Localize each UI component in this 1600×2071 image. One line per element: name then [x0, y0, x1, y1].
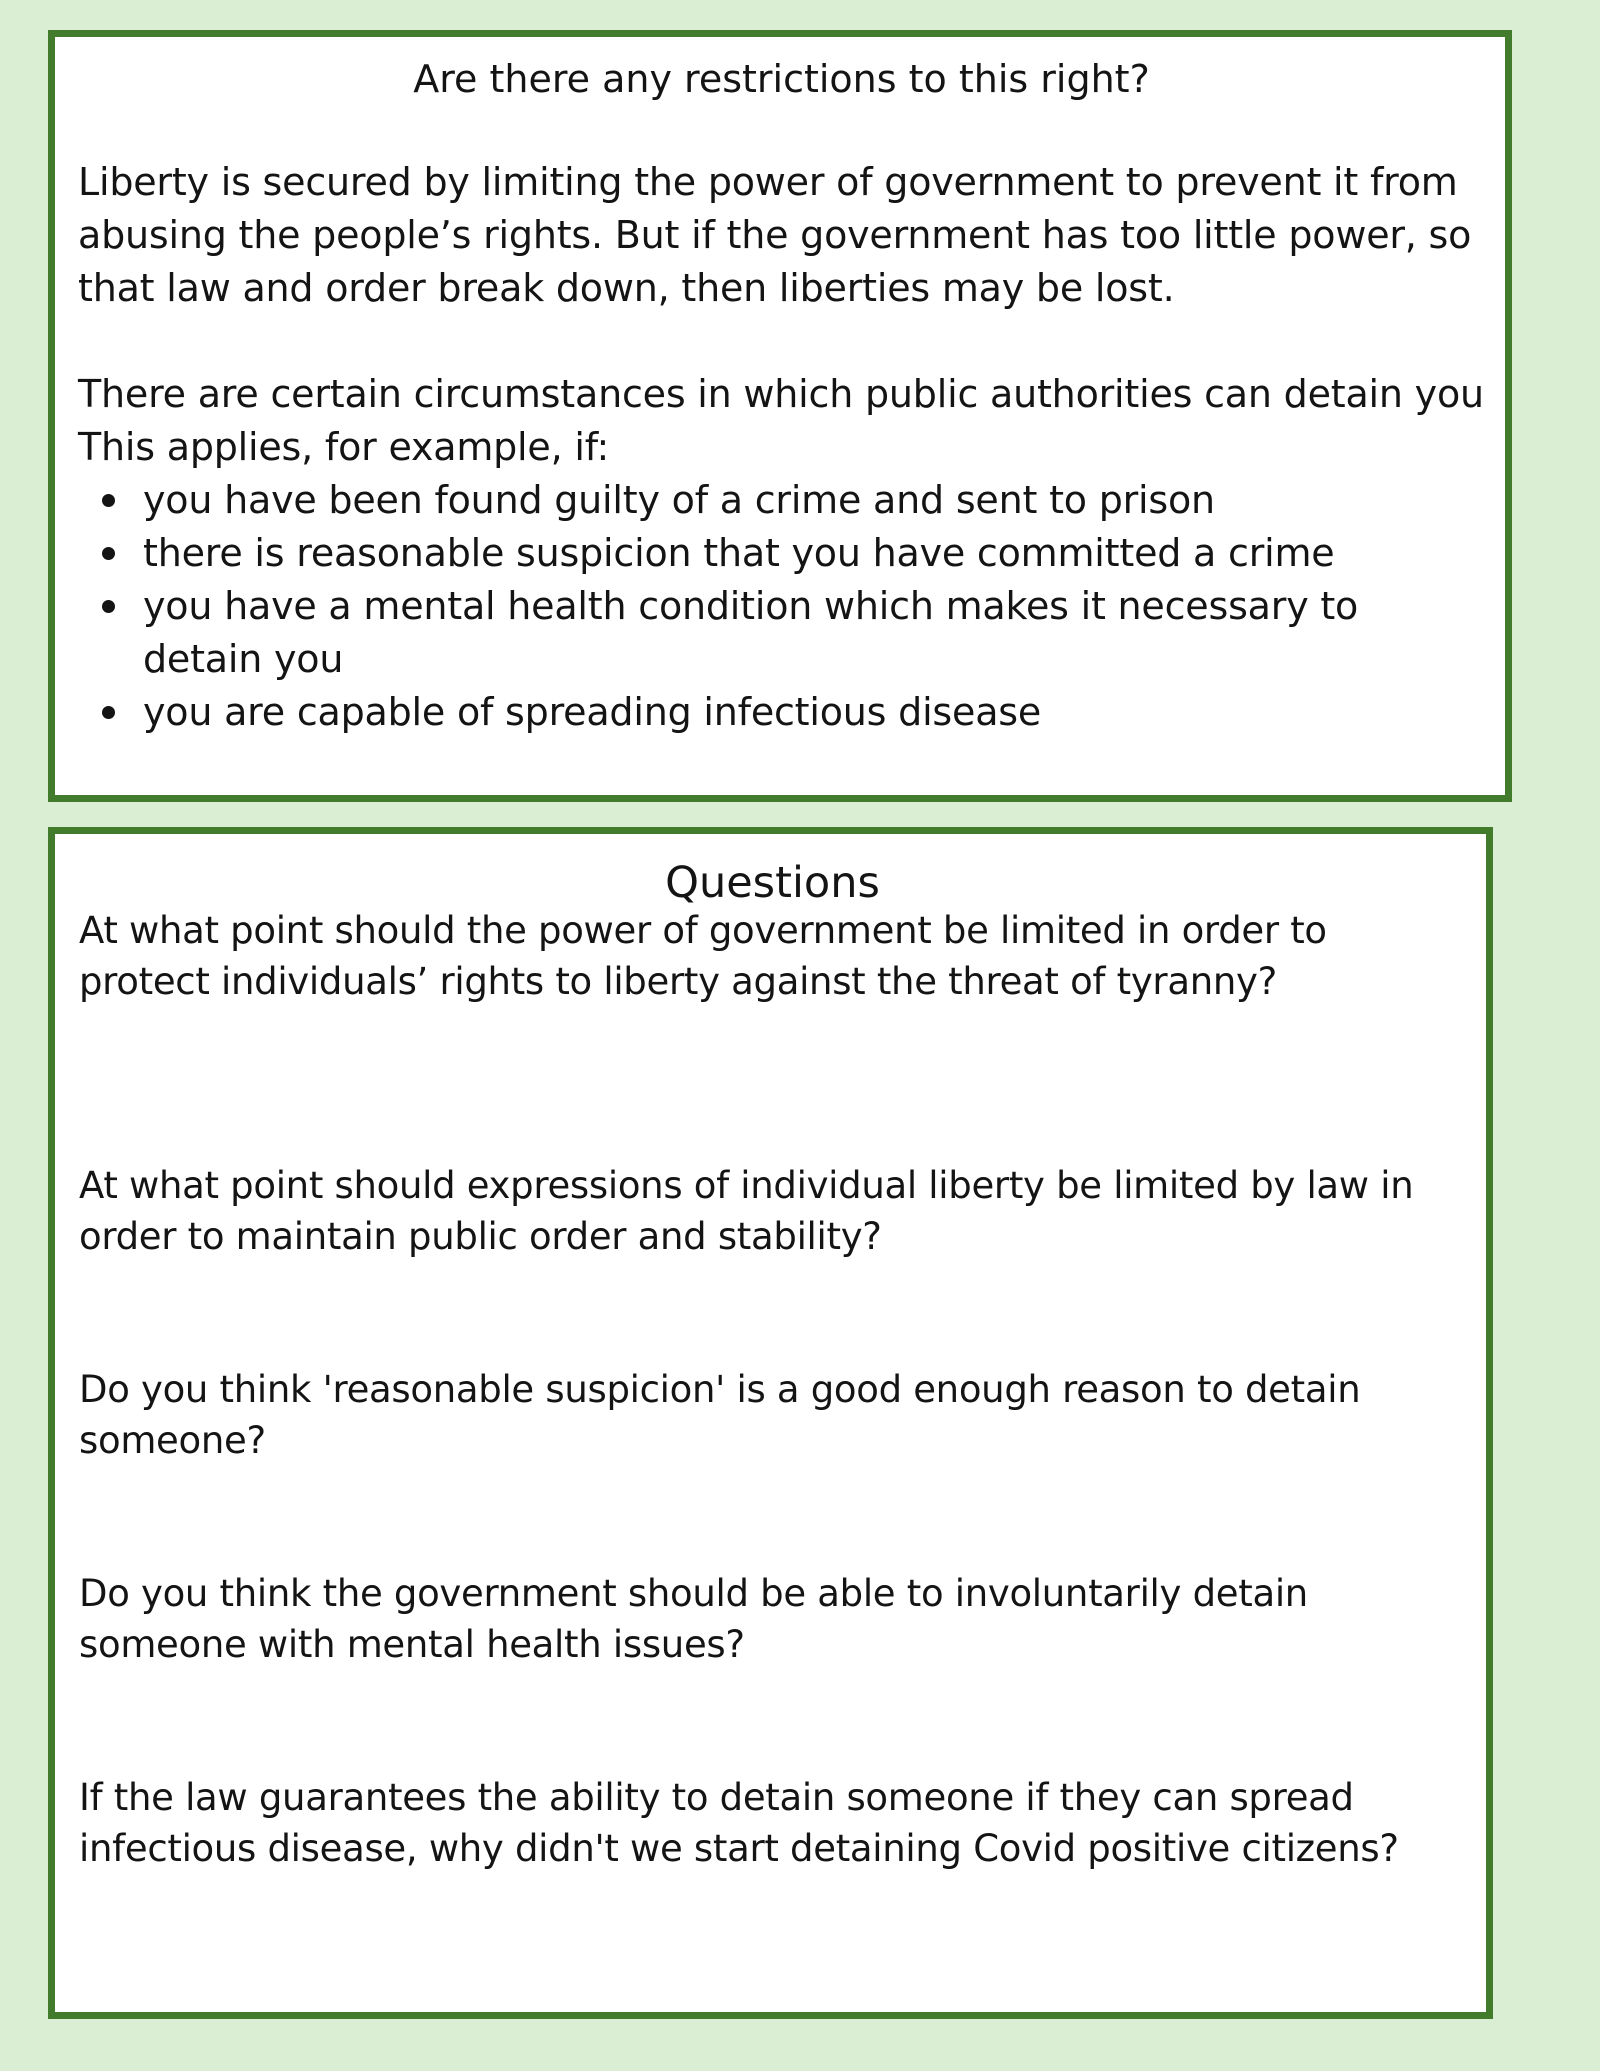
circumstances-line-2: This applies, for example, if: — [78, 424, 610, 469]
restrictions-title: Are there any restrictions to this right? — [413, 57, 1150, 101]
list-item-text: you have a mental health condition which makes it necessary to detain you — [143, 583, 1359, 681]
circumstances-line-1: There are certain circumstances in which public authorities can detain you — [78, 371, 1484, 416]
list-item — [78, 474, 1485, 527]
question-3: Do you think 'reasonable suspicion' is a good enough reason to detain someone? — [79, 1368, 1361, 1462]
list-item-text: you have been found guilty of a crime and sent to prison — [143, 477, 1215, 522]
questions-card — [48, 827, 1493, 2019]
list-item-text: you are capable of spreading infectious disease — [143, 689, 1042, 734]
bullet-icon — [102, 600, 115, 613]
bullet-icon — [102, 494, 115, 507]
restrictions-card — [48, 30, 1512, 802]
liberty-paragraph: Liberty is secured by limiting the power of government to prevent it from abusing the people’s rights. But if the government has too little power, so that law and order break down, then liberties may be lost. — [78, 159, 1472, 310]
question-1: At what point should the power of government be limited in order to protect individuals’ rights to liberty against the threat of tyranny? — [79, 909, 1327, 1003]
bullet-icon — [102, 547, 115, 560]
questions-title: Questions — [665, 858, 880, 908]
list-item-text: there is reasonable suspicion that you have committed a crime — [143, 530, 1335, 575]
question-5: If the law guarantees the ability to detain someone if they can spread infectious disease, why didn't we start detaining Covid positive citizens? — [79, 1776, 1399, 1870]
list-item — [78, 580, 1485, 686]
circumstances-paragraph — [78, 368, 1485, 474]
bullet-icon — [102, 706, 115, 719]
question-2: At what point should expressions of individual liberty be limited by law in order to maintain public order and stability? — [79, 1164, 1414, 1258]
list-item — [78, 686, 1485, 739]
list-item — [78, 527, 1485, 580]
question-4: Do you think the government should be able to involuntarily detain someone with mental health issues? — [79, 1572, 1308, 1666]
detention-reasons-list — [78, 474, 1485, 739]
